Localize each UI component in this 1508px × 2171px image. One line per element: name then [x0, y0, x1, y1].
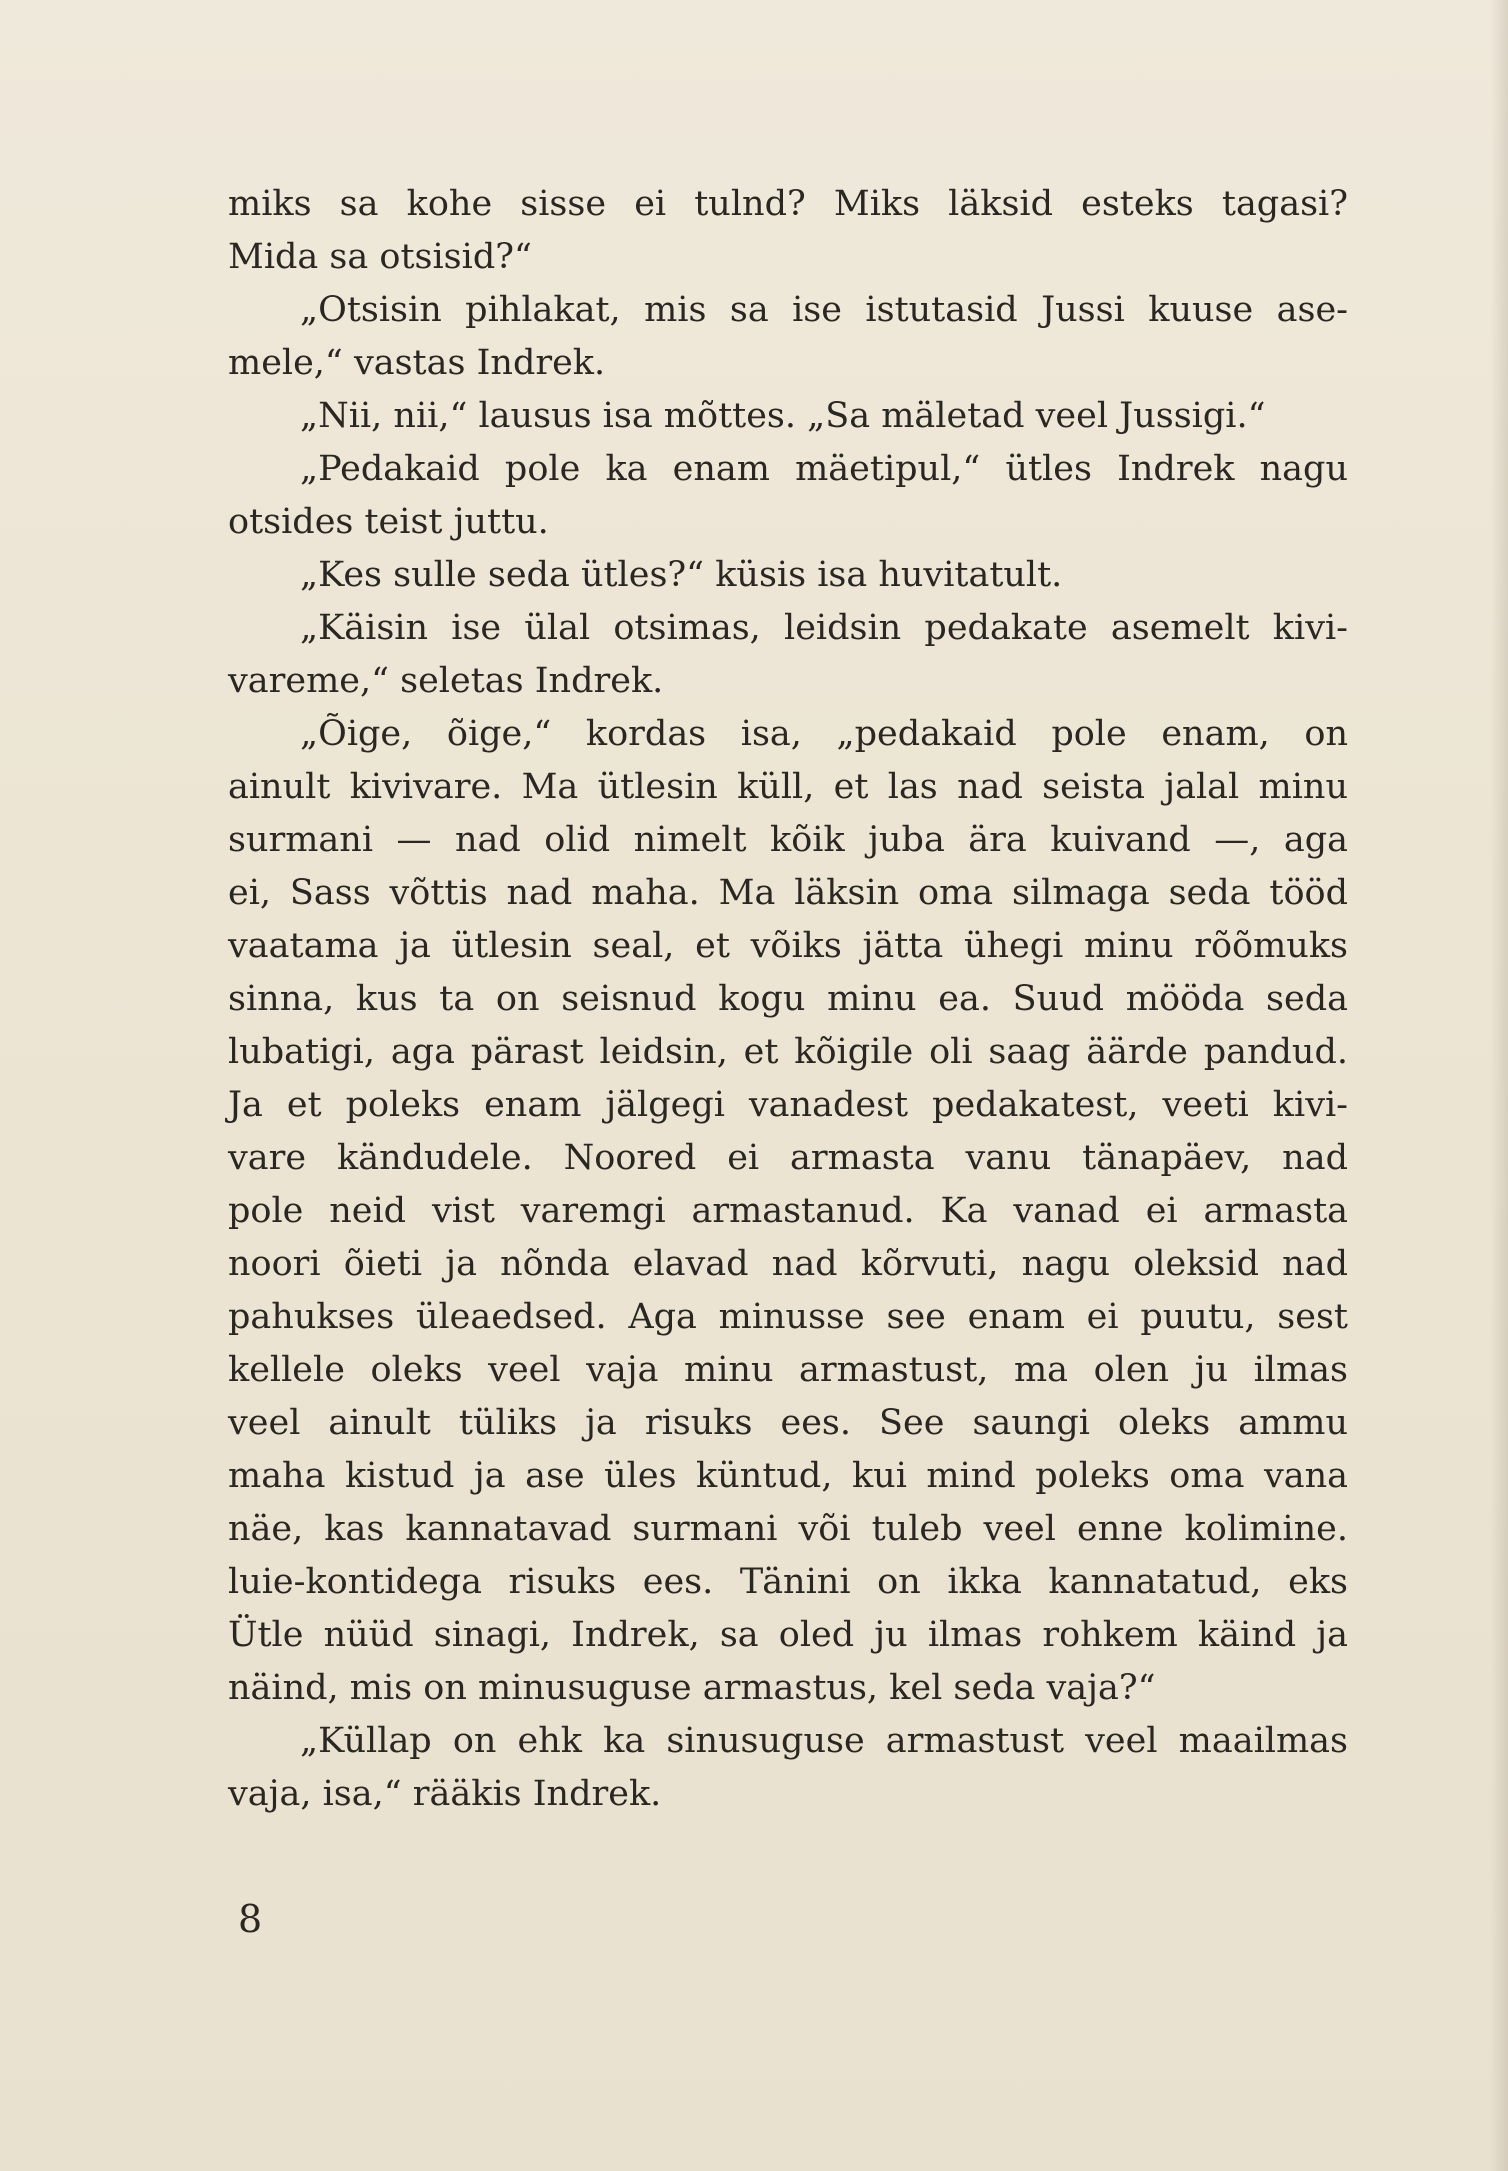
text-line: pahukses üleaedsed. Aga minusse see enam ei puutu, sest — [228, 1297, 1348, 1337]
text-line: Mida sa otsisid?“ — [228, 237, 532, 277]
text-line: vaatama ja ütlesin seal, et võiks jätta ühegi minu rõõmuks — [228, 926, 1348, 966]
text-line: noori õieti ja nõnda elavad nad kõrvuti, nagu oleksid nad — [228, 1244, 1348, 1284]
text-line: Ja et poleks enam jälgegi vanadest pedakatest, veeti kivi- — [228, 1085, 1348, 1125]
page-edge-shadow — [1490, 0, 1508, 2171]
text-line: surmani — nad olid nimelt kõik juba ära kuivand —, aga — [228, 820, 1348, 860]
text-line: pole neid vist varemgi armastanud. Ka vanad ei armasta — [228, 1191, 1348, 1231]
page-number: 8 — [238, 1897, 263, 1941]
text-line: näe, kas kannatavad surmani või tuleb veel enne kolimine. — [228, 1509, 1348, 1549]
text-line: „Otsisin pihlakat, mis sa ise istutasid Jussi kuuse ase- — [300, 290, 1348, 330]
text-line: otsides teist juttu. — [228, 502, 549, 542]
text-line: ei, Sass võttis nad maha. Ma läksin oma silmaga seda tööd — [228, 873, 1348, 913]
text-line: maha kistud ja ase üles küntud, kui mind poleks oma vana — [228, 1456, 1348, 1496]
text-line: „Käisin ise ülal otsimas, leidsin pedakate asemelt kivi- — [300, 608, 1348, 648]
text-line: „Õige, õige,“ kordas isa, „pedakaid pole enam, on — [300, 714, 1348, 754]
text-line: „Küllap on ehk ka sinusuguse armastust veel maailmas — [300, 1721, 1348, 1761]
text-line: veel ainult tüliks ja risuks ees. See saungi oleks ammu — [228, 1403, 1348, 1443]
text-line: kellele oleks veel vaja minu armastust, ma olen ju ilmas — [228, 1350, 1348, 1390]
text-line: luie-kontidega risuks ees. Tänini on ikka kannatatud, eks — [228, 1562, 1348, 1602]
text-line: sinna, kus ta on seisnud kogu minu ea. Suud mööda seda — [228, 979, 1348, 1019]
text-line: mele,“ vastas Indrek. — [228, 343, 606, 383]
body-text — [228, 178, 1348, 1821]
text-line: lubatigi, aga pärast leidsin, et kõigile oli saag äärde pandud. — [228, 1032, 1348, 1072]
text-line: Ütle nüüd sinagi, Indrek, sa oled ju ilmas rohkem käind ja — [228, 1615, 1348, 1655]
text-line: vaja, isa,“ rääkis Indrek. — [228, 1774, 662, 1814]
text-line: „Kes sulle seda ütles?“ küsis isa huvitatult. — [300, 555, 1063, 595]
text-line: „Nii, nii,“ lausus isa mõttes. „Sa mäletad veel Jussigi.“ — [300, 396, 1266, 436]
text-line: ainult kivivare. Ma ütlesin küll, et las nad seista jalal minu — [228, 767, 1348, 807]
text-line: näind, mis on minusuguse armastus, kel seda vaja?“ — [228, 1668, 1156, 1708]
text-line: miks sa kohe sisse ei tulnd? Miks läksid esteks tagasi? — [228, 184, 1348, 224]
text-line: „Pedakaid pole ka enam mäetipul,“ ütles Indrek nagu — [300, 449, 1348, 489]
text-line: vare kändudele. Noored ei armasta vanu tänapäev, nad — [228, 1138, 1348, 1178]
text-line: vareme,“ seletas Indrek. — [228, 661, 664, 701]
